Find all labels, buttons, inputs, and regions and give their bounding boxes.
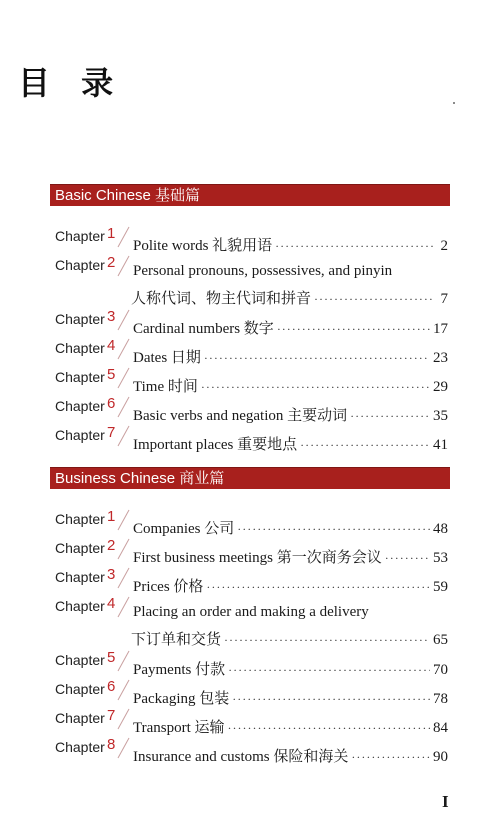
- chapter-label: Chapter: [55, 739, 105, 755]
- chapter-number: 5: [107, 366, 116, 383]
- chapter-title: [133, 745, 448, 766]
- slash-divider-icon: [116, 509, 130, 531]
- chapter-title-text: 人称代词、物主代词和拼音: [131, 291, 312, 307]
- chapter-title-text: Cardinal numbers 数字: [133, 321, 274, 337]
- dot-leader: [385, 551, 430, 566]
- page-number: 29: [433, 379, 448, 395]
- page-number: 23: [433, 350, 448, 366]
- chapter-label: Chapter: [55, 598, 105, 614]
- dot-leader: [350, 409, 430, 424]
- dot-leader: [224, 633, 430, 648]
- chapter-title: [133, 433, 448, 454]
- chapter-title-text: Important places 重要地点: [133, 437, 298, 453]
- page-number: 59: [433, 579, 448, 595]
- slash-divider-icon: [116, 367, 130, 389]
- slash-divider-icon: [116, 226, 130, 248]
- slash-divider-icon: [116, 538, 130, 560]
- toc-entry: [0, 649, 500, 681]
- chapter-title-continued: [131, 287, 448, 308]
- dot-leader: [204, 351, 430, 366]
- page-number: 35: [433, 408, 448, 424]
- chapter-title-text: Placing an order and making a delivery: [133, 604, 369, 620]
- page-number: 70: [433, 662, 448, 678]
- chapter-title: [133, 375, 448, 396]
- chapter-number: 1: [107, 225, 116, 242]
- page-title: 目 录: [18, 64, 124, 102]
- section-header-business: Business Chinese 商业篇: [50, 467, 450, 489]
- slash-divider-icon: [116, 309, 130, 331]
- page-number: 53: [433, 550, 448, 566]
- dot-leader: [201, 380, 430, 395]
- toc-entry: [0, 395, 500, 427]
- chapter-title: [133, 517, 448, 538]
- chapter-title-text: Transport 运输: [133, 720, 225, 736]
- page-number: 41: [433, 437, 448, 453]
- chapter-label: Chapter: [55, 398, 105, 414]
- toc-list-business: [0, 508, 500, 768]
- chapter-label: Chapter: [55, 369, 105, 385]
- chapter-title-text: Companies 公司: [133, 521, 235, 537]
- chapter-number: 3: [107, 566, 116, 583]
- page-number: 48: [433, 521, 448, 537]
- toc-entry: [0, 308, 500, 340]
- toc-entry: [0, 707, 500, 739]
- chapter-title-text: Time 时间: [133, 379, 198, 395]
- dot-leader: [228, 721, 430, 736]
- chapter-label: Chapter: [55, 228, 105, 244]
- chapter-title: [133, 658, 448, 679]
- dot-leader: [314, 292, 433, 307]
- chapter-number: 7: [107, 424, 116, 441]
- page-number: 90: [433, 749, 448, 765]
- chapter-title: [133, 604, 448, 621]
- dot-leader: [275, 239, 433, 254]
- chapter-label: Chapter: [55, 257, 105, 273]
- chapter-title-continued: [131, 628, 448, 649]
- chapter-number: 7: [107, 707, 116, 724]
- page-folio: I: [442, 792, 449, 811]
- toc-entry: [0, 337, 500, 369]
- toc-entry: [0, 225, 500, 257]
- page-number: 7: [440, 291, 448, 307]
- chapter-number: 2: [107, 537, 116, 554]
- chapter-title: [133, 546, 448, 567]
- toc-list-basic: [0, 225, 500, 456]
- toc-entry: [0, 678, 500, 710]
- chapter-label: Chapter: [55, 511, 105, 527]
- chapter-title: [133, 404, 448, 425]
- slash-divider-icon: [116, 679, 130, 701]
- chapter-title: [133, 575, 448, 596]
- toc-entry: [0, 254, 500, 311]
- page-number: 65: [433, 632, 448, 648]
- chapter-title-text: Insurance and customs 保险和海关: [133, 749, 349, 765]
- chapter-number: 5: [107, 649, 116, 666]
- chapter-title-text: Prices 价格: [133, 579, 204, 595]
- chapter-label: Chapter: [55, 652, 105, 668]
- dot-leader: [277, 322, 430, 337]
- chapter-title: [133, 263, 448, 280]
- chapter-label: Chapter: [55, 569, 105, 585]
- chapter-title: [133, 346, 448, 367]
- slash-divider-icon: [116, 255, 130, 277]
- page-number: 17: [433, 321, 448, 337]
- chapter-number: 1: [107, 508, 116, 525]
- toc-entry: [0, 424, 500, 456]
- chapter-number: 6: [107, 678, 116, 695]
- slash-divider-icon: [116, 338, 130, 360]
- slash-divider-icon: [116, 650, 130, 672]
- chapter-number: 8: [107, 736, 116, 753]
- slash-divider-icon: [116, 396, 130, 418]
- page-number: 84: [433, 720, 448, 736]
- dot-leader: [232, 692, 430, 707]
- chapter-title: [133, 317, 448, 338]
- chapter-label: Chapter: [55, 710, 105, 726]
- dot-leader: [351, 750, 430, 765]
- chapter-label: Chapter: [55, 311, 105, 327]
- toc-entry: [0, 736, 500, 768]
- dot-leader: [228, 663, 430, 678]
- chapter-number: 3: [107, 308, 116, 325]
- slash-divider-icon: [116, 737, 130, 759]
- chapter-title-text: Packaging 包装: [133, 691, 230, 707]
- chapter-title: [133, 234, 448, 255]
- chapter-number: 4: [107, 337, 116, 354]
- toc-entry: [0, 366, 500, 398]
- dot-leader: [300, 438, 430, 453]
- chapter-number: 4: [107, 595, 116, 612]
- chapter-number: 2: [107, 254, 116, 271]
- toc-entry: [0, 537, 500, 569]
- chapter-number: 6: [107, 395, 116, 412]
- chapter-title-text: Personal pronouns, possessives, and pinyin: [133, 263, 393, 279]
- scan-speck: [453, 102, 455, 104]
- slash-divider-icon: [116, 708, 130, 730]
- chapter-title: [133, 716, 448, 737]
- chapter-title-text: Payments 付款: [133, 662, 226, 678]
- chapter-title-text: Dates 日期: [133, 350, 201, 366]
- chapter-label: Chapter: [55, 681, 105, 697]
- section-header-basic: Basic Chinese 基础篇: [50, 184, 450, 206]
- toc-entry: [0, 508, 500, 540]
- chapter-title-text: First business meetings 第一次商务会议: [133, 550, 382, 566]
- chapter-title-text: Basic verbs and negation 主要动词: [133, 408, 348, 424]
- chapter-title-text: Polite words 礼貌用语: [133, 238, 273, 254]
- page-number: 78: [433, 691, 448, 707]
- dot-leader: [237, 522, 430, 537]
- chapter-title: [133, 687, 448, 708]
- page-number: 2: [440, 238, 448, 254]
- slash-divider-icon: [116, 567, 130, 589]
- chapter-title-text: 下订单和交货: [131, 632, 222, 648]
- toc-entry: [0, 595, 500, 652]
- chapter-label: Chapter: [55, 540, 105, 556]
- chapter-label: Chapter: [55, 427, 105, 443]
- chapter-label: Chapter: [55, 340, 105, 356]
- dot-leader: [206, 580, 430, 595]
- toc-entry: [0, 566, 500, 598]
- slash-divider-icon: [116, 596, 130, 618]
- slash-divider-icon: [116, 425, 130, 447]
